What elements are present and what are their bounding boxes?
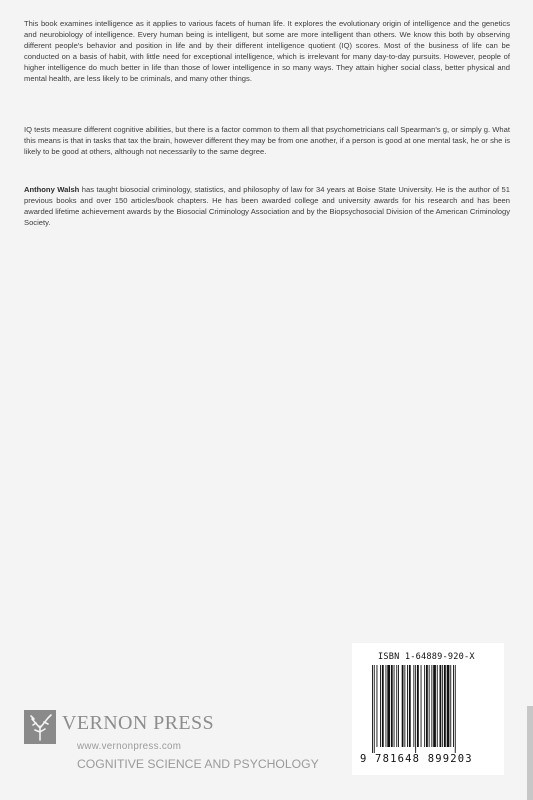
barcode-bar (421, 665, 422, 747)
vernon-press-logo-icon (24, 710, 56, 744)
barcode-bar (453, 665, 454, 747)
barcode-bar (396, 665, 397, 747)
barcode-bar (424, 665, 425, 747)
barcode-bar (440, 665, 442, 747)
barcode-bar (437, 665, 438, 747)
barcode-bar (394, 665, 395, 747)
barcode-bar (391, 665, 393, 747)
description-paragraph-1: This book examines intelligence as it applies to various facets of human life. It explores the evolutionary origin of intelligence and the genetics and neurobiology of intelligence. Every human being is intelligent, but some are more intelligent than others. We know this both by observing different people's behavior and position in life and by their different intelligence quotient (IQ) scores. Most of the business of life can be conducted on a basis of habit, with little need for exceptional intelligence, which is irrelevant for many day-to-day pursuits. However, people of higher intelligence do much better in life than those of lower intelligence in so many ways. They attain higher social class, better physical and mental health, are less likely to be criminals, and many other things. (24, 19, 510, 84)
series-name: COGNITIVE SCIENCE AND PSYCHOLOGY (77, 757, 319, 771)
barcode (352, 643, 504, 775)
barcode-bar (447, 665, 450, 747)
barcode-bar (409, 665, 411, 747)
barcode-bar (377, 665, 378, 747)
isbn-label: ISBN 1-64889-920-X (378, 652, 475, 662)
barcode-bar (415, 665, 416, 753)
barcode-bar (455, 665, 456, 753)
author-bio-text: has taught biosocial criminology, statistics, and philosophy of law for 34 years at Boise State University. He is the author of 51 previous books and over 150 articles/book chapters. He has been awarded college and university awards for his research and has been awarded lifetime achievement awards by the Biosocial Criminology Association and by the Biopsychosocial Division of the American Criminology Society. (24, 185, 510, 228)
barcode-bar (417, 665, 419, 747)
barcode-bar (431, 665, 432, 747)
barcode-bar (407, 665, 408, 747)
barcode-bars (372, 665, 488, 753)
barcode-bar (387, 665, 390, 747)
barcode-bar (372, 665, 373, 753)
barcode-bar (442, 665, 443, 747)
description-paragraph-2: IQ tests measure different cognitive abilities, but there is a factor common to them all that psychometricians call Spearman's g, or simply g. What this means is that in tasks that tax the brain, however different they may be from one another, if a person is good at one mental task, he or she is likely to be good at others, although not necessarily to the same degree. (24, 125, 510, 157)
barcode-bar (382, 665, 384, 747)
edge-tab (527, 706, 533, 800)
barcode-bar (386, 665, 387, 747)
barcode-bar (426, 665, 428, 747)
barcode-bar (444, 665, 446, 747)
publisher-name: VERNON PRESS (62, 712, 215, 734)
publisher-url: www.vernonpress.com (77, 741, 182, 752)
barcode-bar (404, 665, 405, 747)
barcode-bar (450, 665, 451, 747)
author-bio (24, 184, 510, 228)
barcode-bar (429, 665, 430, 747)
barcode-bar (402, 665, 404, 747)
barcode-bar (413, 665, 414, 747)
barcode-bar (380, 665, 381, 747)
barcode-bar (398, 665, 399, 747)
barcode-bar (374, 665, 375, 753)
barcode-bar (433, 665, 436, 747)
author-name: Anthony Walsh (24, 185, 80, 194)
ean-digits: 9 781648 899203 (360, 753, 473, 765)
